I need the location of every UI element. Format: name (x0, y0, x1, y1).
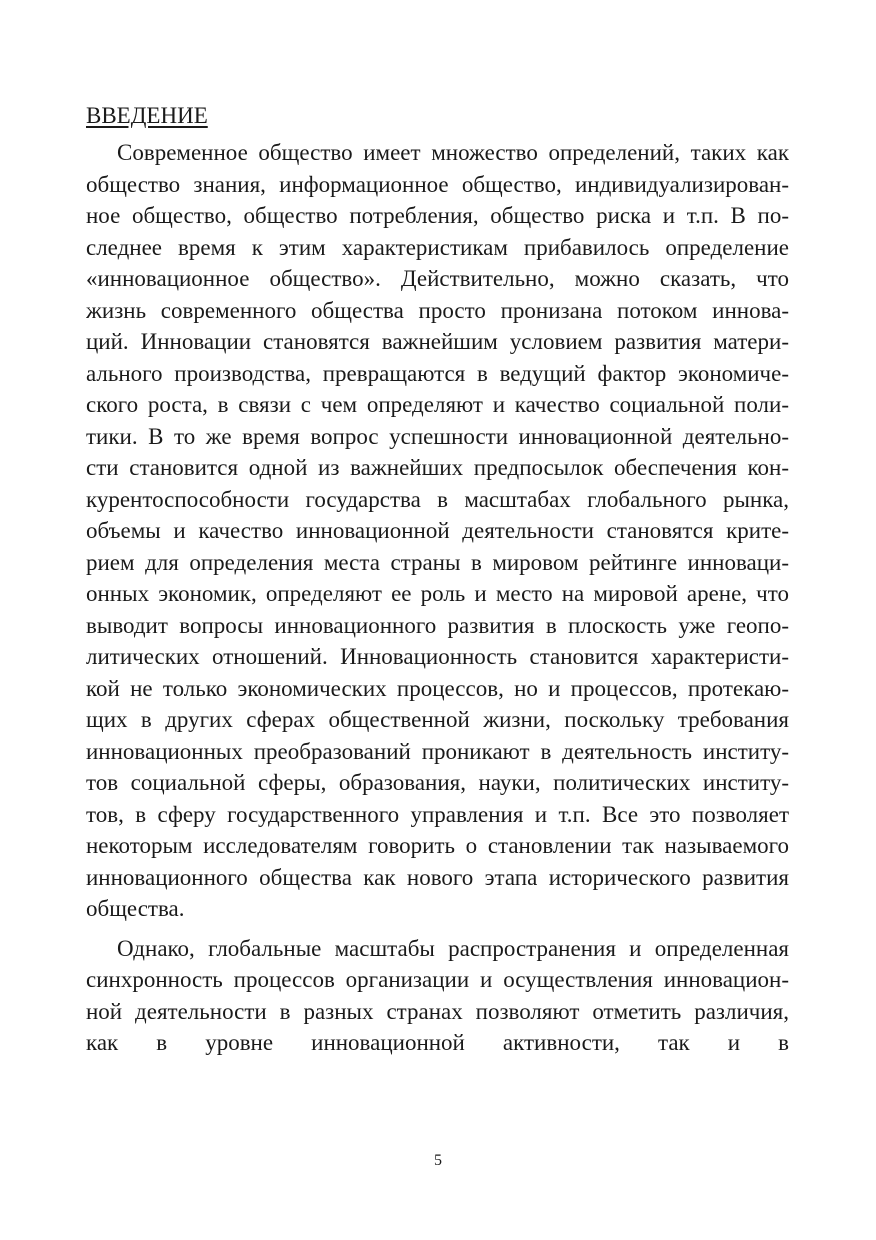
text-line: синхронность процессов организации и осуществления инновацион- (86, 967, 789, 992)
text-line: ное общество, общество потребления, общество риска и т.п. В по- (86, 203, 789, 228)
text-line: тов, в сферу государственного управления и т.п. Все это позволяет (86, 801, 789, 827)
text-line: «инновационное общество». Действительно, можно сказать, что (86, 266, 789, 291)
text-line: курентоспособности государства в масштабах глобального рынка, (86, 486, 789, 512)
text-line: Однако, глобальные масштабы распространения и определенная (117, 935, 789, 961)
text-line: общество знания, информационное общество, индивидуализирован- (86, 171, 789, 197)
text-line: объемы и качество инновационной деятельности становятся крите- (86, 518, 789, 543)
text-line: кой не только экономических процессов, но и процессов, протекаю- (86, 675, 789, 701)
text-line: жизнь современного общества просто пронизана потоком иннова- (86, 297, 789, 323)
paragraph-1 (86, 137, 789, 925)
text-line: тики. В то же время вопрос успешности инновационной деятельно- (86, 423, 789, 449)
text-line: инновационных преобразований проникают в деятельность институ- (86, 738, 789, 764)
text-line: инновационного общества как нового этапа исторического развития (86, 864, 789, 890)
text-line: онных экономик, определяют ее роль и место на мировой арене, что (86, 581, 789, 606)
section-heading: ВВЕДЕНИЕ (86, 103, 208, 128)
paragraph-spacer (86, 925, 789, 933)
text-line: сти становится одной из важнейших предпосылок обеспечения кон- (86, 455, 789, 480)
text-line: щих в других сферах общественной жизни, поскольку требования (86, 707, 789, 732)
text-line: следнее время к этим характеристикам прибавилось определение (86, 234, 789, 260)
text-line: Современное общество имеет множество определений, таких как (117, 140, 789, 165)
text-line: общества. (86, 896, 185, 921)
text-line: ной деятельности в разных странах позволяют отметить различия, (86, 998, 789, 1024)
text-line: как в уровне инновационной активности, так и в (86, 1030, 789, 1055)
text-line: выводит вопросы инновационного развития в плоскость уже геопо- (86, 612, 789, 638)
text-line: некоторым исследователям говорить о становлении так называемого (86, 833, 789, 858)
text-line: литических отношений. Инновационность становится характеристи- (86, 644, 789, 669)
text-line: тов социальной сферы, образования, науки, политических институ- (86, 770, 789, 795)
text-line: ского роста, в связи с чем определяют и качество социальной поли- (86, 392, 789, 417)
paragraph-2 (86, 933, 789, 1059)
text-line: ций. Инновации становятся важнейшим условием развития матери- (86, 329, 789, 354)
text-line: ального производства, превращаются в ведущий фактор экономиче- (86, 360, 789, 386)
page-body (86, 100, 789, 1059)
page-number: 5 (434, 1152, 442, 1169)
text-line: рием для определения места страны в мировом рейтинге инноваци- (86, 549, 789, 575)
